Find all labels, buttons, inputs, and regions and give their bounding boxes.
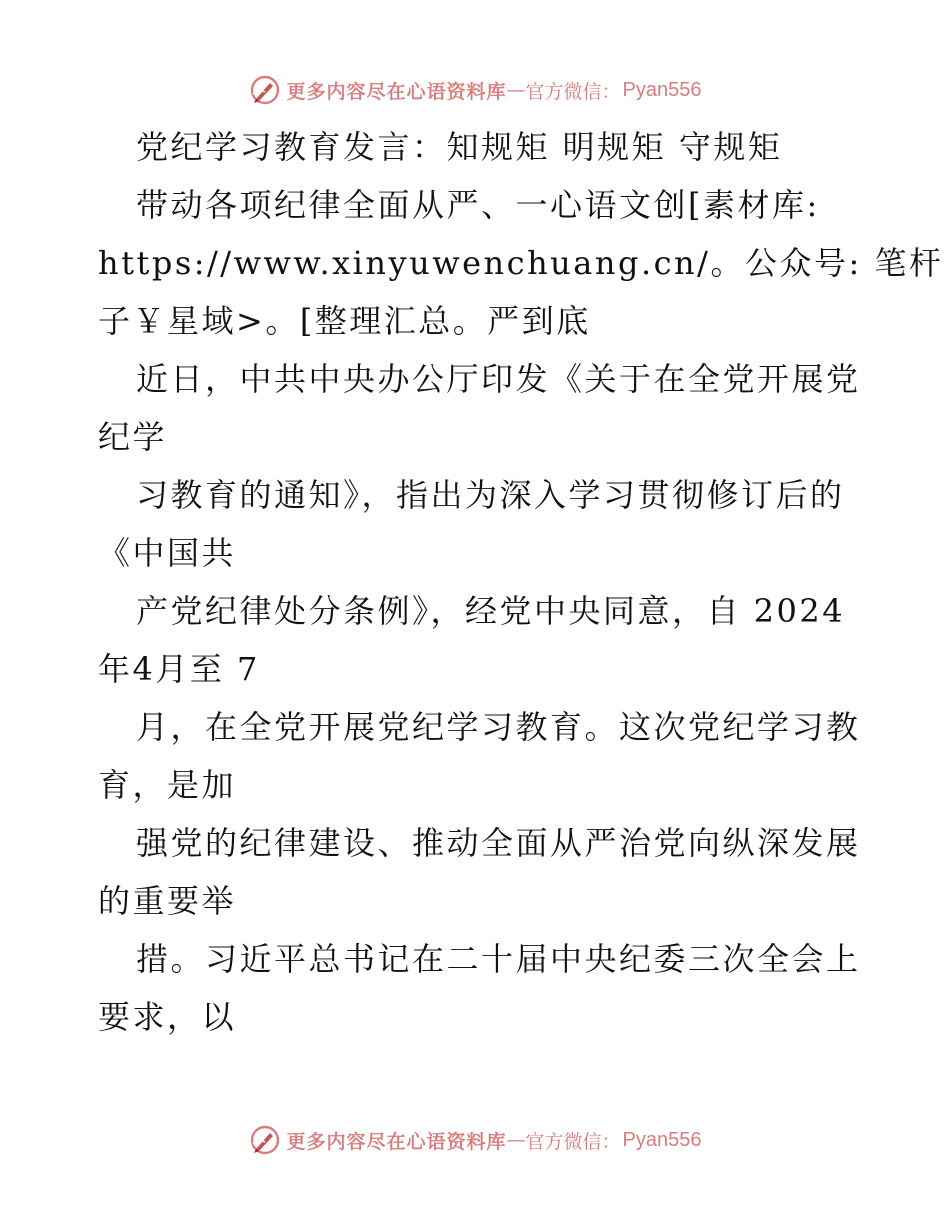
footer-banner bbox=[0, 1122, 950, 1158]
text-line: 《中国共 bbox=[98, 534, 237, 572]
wechat-id: Pyan556 bbox=[622, 78, 702, 101]
text-line: 年4月至 7 bbox=[98, 650, 260, 688]
text-line: 要求，以 bbox=[98, 998, 237, 1036]
text-line: 强党的纪律建设、推动全面从严治党向纵深发展 bbox=[136, 824, 861, 862]
text-line: 措。习近平总书记在二十届中央纪委三次全会上 bbox=[136, 940, 861, 978]
header-banner bbox=[0, 72, 950, 108]
wechat-label: 官方微信： bbox=[525, 80, 621, 103]
text-line: 的重要举 bbox=[98, 882, 237, 920]
document-body bbox=[98, 118, 944, 1046]
text-line: 育，是加 bbox=[98, 766, 237, 804]
separator-dash: — bbox=[506, 79, 526, 101]
text-line: 产党纪律处分条例》，经党中央同意，自 2024 bbox=[136, 592, 846, 630]
text-line: 月，在全党开展党纪学习教育。这次党纪学习教 bbox=[136, 708, 861, 746]
wechat-label: 官方微信： bbox=[525, 1130, 621, 1153]
promo-text: 更多内容尽在心语资料库 bbox=[286, 80, 507, 103]
text-line: 纪学 bbox=[98, 418, 168, 456]
wechat-id: Pyan556 bbox=[622, 1128, 702, 1151]
document-title: 党纪学习教育发言：知规矩 明规矩 守规矩 bbox=[136, 128, 783, 166]
text-line: https://www.xinyuwenchuang.cn/。公众号: 笔杆 bbox=[98, 244, 944, 282]
red-pen-circle-logo bbox=[249, 74, 281, 106]
text-line: 子￥星域>。[整理汇总。严到底 bbox=[98, 302, 591, 340]
text-line: 近日，中共中央办公厅印发《关于在全党开展党 bbox=[136, 360, 861, 398]
red-pen-circle-logo bbox=[249, 1124, 281, 1156]
promo-text: 更多内容尽在心语资料库 bbox=[286, 1130, 507, 1153]
text-line: 习教育的通知》，指出为深入学习贯彻修订后的 bbox=[136, 476, 845, 514]
separator-dash: — bbox=[506, 1129, 526, 1151]
text-line: 带动各项纪律全面从严、一心语文创[素材库: bbox=[136, 186, 820, 224]
